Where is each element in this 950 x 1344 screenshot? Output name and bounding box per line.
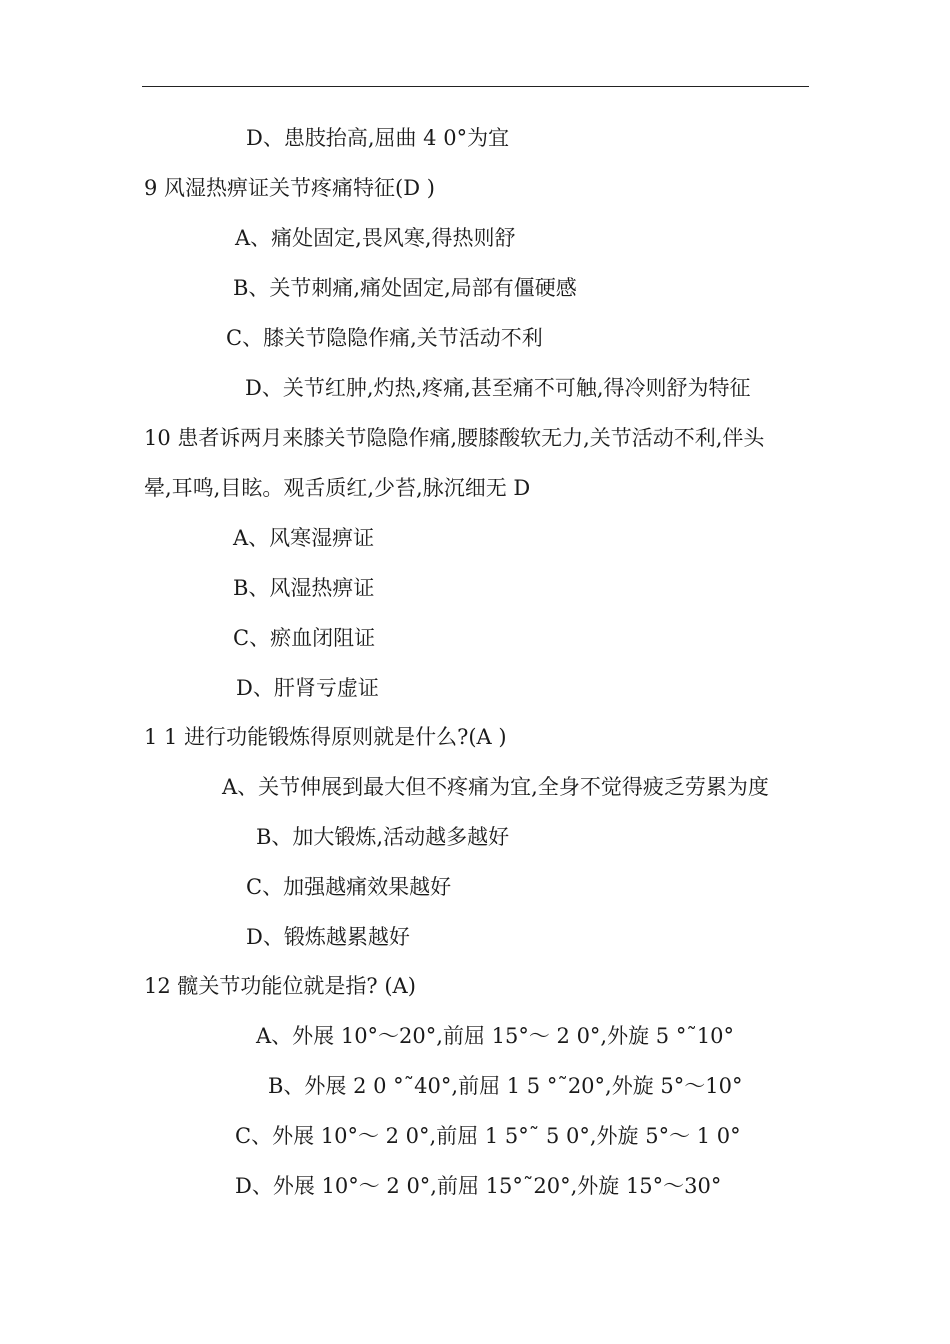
q11-stem: 1 1 进行功能锻炼得原则就是什么?(A )	[144, 725, 507, 749]
q8-option-d: D、患肢抬高,屈曲 4 0°为宜	[246, 126, 510, 150]
q9-option-d: D、关节红肿,灼热,疼痛,甚至痛不可触,得冷则舒为特征	[245, 376, 751, 400]
q9-stem: 9 风湿热痹证关节疼痛特征(D )	[144, 176, 435, 200]
header-rule	[142, 86, 809, 87]
q12-option-b: B、外展 2 0 °˜40°,前屈 1 5 °˜20°,外旋 5°～10°	[268, 1074, 743, 1098]
q10-option-a: A、风寒湿痹证	[233, 526, 375, 550]
q11-option-c: C、加强越痛效果越好	[246, 875, 452, 899]
q10-option-d: D、肝肾亏虚证	[236, 676, 379, 700]
q10-option-b: B、风湿热痹证	[233, 576, 375, 600]
q9-option-c: C、膝关节隐隐作痛,关节活动不利	[226, 326, 543, 350]
q12-option-c: C、外展 10°～ 2 0°,前屈 1 5°˜ 5 0°,外旋 5°～ 1 0°	[235, 1124, 741, 1148]
q12-stem: 12 髋关节功能位就是指? (A)	[144, 974, 416, 998]
q11-option-d: D、锻炼越累越好	[246, 925, 410, 949]
q10-stem-line2: 晕,耳鸣,目眩。观舌质红,少苔,脉沉细无 D	[144, 476, 531, 500]
q12-option-d: D、外展 10°～ 2 0°,前屈 15°˜20°,外旋 15°～30°	[235, 1174, 722, 1198]
q9-option-b: B、关节刺痛,痛处固定,局部有僵硬感	[233, 276, 577, 300]
q9-option-a: A、痛处固定,畏风寒,得热则舒	[235, 226, 516, 250]
q11-option-b: B、加大锻炼,活动越多越好	[256, 825, 510, 849]
q10-stem-line1: 10 患者诉两月来膝关节隐隐作痛,腰膝酸软无力,关节活动不利,伴头	[144, 426, 765, 450]
q12-option-a: A、外展 10°～20°,前屈 15°～ 2 0°,外旋 5 °˜10°	[256, 1024, 735, 1048]
q10-option-c: C、瘀血闭阻证	[233, 626, 376, 650]
q11-option-a: A、关节伸展到最大但不疼痛为宜,全身不觉得疲乏劳累为度	[222, 775, 769, 799]
